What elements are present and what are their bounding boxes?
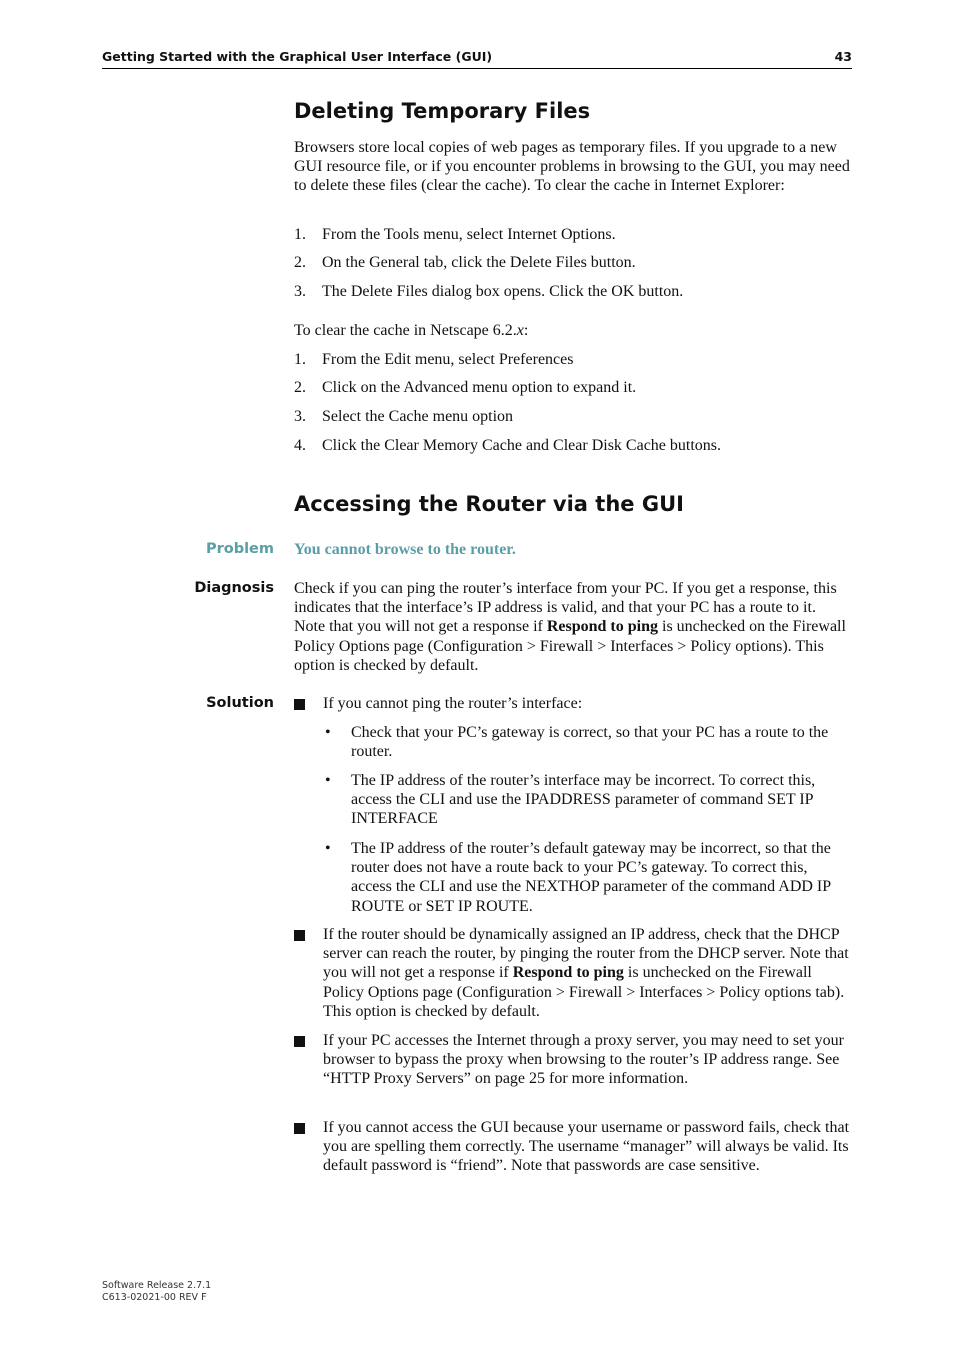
- page-footer: [102, 1280, 211, 1303]
- diagnosis-bold-term: Respond to ping: [546, 618, 658, 636]
- netscape-intro-colon: :: [523, 322, 529, 339]
- solution-item-dhcp: [323, 925, 851, 1021]
- diagnosis-label: Diagnosis: [194, 580, 274, 596]
- list-item-number: 1.: [294, 351, 306, 368]
- bullet-dot-icon: •: [325, 840, 331, 857]
- list-item-text: Click the Clear Memory Cache and Clear Disk Cache buttons.: [322, 437, 722, 454]
- square-bullet-icon: [294, 1123, 305, 1134]
- netscape-intro-paragraph: [294, 321, 850, 340]
- running-header-title: Getting Started with the Graphical User Interface (GUI): [102, 49, 493, 64]
- list-item-number: 3.: [294, 408, 306, 425]
- problem-label: Problem: [205, 541, 274, 557]
- problem-text: You cannot browse to the router.: [294, 541, 516, 558]
- bullet-dot-icon: •: [325, 772, 331, 789]
- running-header: [102, 48, 852, 69]
- solution-item-credentials: If you cannot access the GUI because your username or password fails, check that you are spelling them correctly. The username “manager” will always be valid. Its default password is “friend”. Note that passwords are case sensitive.: [323, 1119, 850, 1175]
- diagnosis-paragraph: [294, 579, 850, 675]
- solution-label: Solution: [206, 695, 274, 711]
- square-bullet-icon: [294, 699, 305, 710]
- netscape-version-variable: x: [516, 322, 524, 339]
- diagnosis-text-b: is unchecked on the Firewall Policy Options page (Configuration > Firewall > Interfaces > Policy options). This option is checked by default.: [294, 618, 846, 674]
- list-item-number: 2.: [294, 379, 306, 396]
- list-item-number: 3.: [294, 283, 306, 300]
- footer-document-code: C613-02021-00 REV F: [102, 1291, 207, 1303]
- solution-dhcp-text-b: is unchecked on the Firewall Policy Options page (Configuration > Firewall > Interfaces > Policy options tab). This option is checked by default.: [323, 964, 845, 1020]
- sub-bullet-default-gateway: The IP address of the router’s default gateway may be incorrect, so that the router does not have a route back to your PC’s gateway. To correct this, access the CLI and use the NEXTHOP parameter of the command ADD IP ROUTE or SET IP ROUTE.: [351, 840, 831, 915]
- sub-bullet-interface-ip: The IP address of the router’s interface may be incorrect. To correct this, access the CLI and use the IPADDRESS parameter of command SET IP INTERFACE: [351, 772, 816, 828]
- page-number: 43: [834, 49, 852, 64]
- square-bullet-icon: [294, 1036, 305, 1047]
- sub-bullet-gateway: Check that your PC’s gateway is correct, so that your PC has a route to the router.: [351, 724, 829, 761]
- solution-item-proxy: If your PC accesses the Internet through a proxy server, you may need to set your browser to bypass the proxy when browsing to the router’s IP address range. See “HTTP Proxy Servers” on page 25 for more information.: [323, 1032, 844, 1088]
- list-item-text: Select the Cache menu option: [322, 408, 514, 425]
- solution-item-ping: If you cannot ping the router’s interface:: [323, 695, 583, 712]
- list-item-text: On the General tab, click the Delete Files button.: [322, 254, 636, 271]
- footer-software-release: Software Release 2.7.1: [102, 1280, 212, 1291]
- list-item-text: Click on the Advanced menu option to expand it.: [322, 379, 637, 396]
- section-heading-deleting-temporary-files: Deleting Temporary Files: [294, 99, 591, 123]
- section-intro-paragraph: Browsers store local copies of web pages as temporary files. If you upgrade to a new GUI resource file, or if you encounter problems in browsing to the GUI, you may need to delete these files (clear the cache). To clear the cache in Internet Explorer:: [294, 139, 850, 195]
- list-item-text: From the Tools menu, select Internet Options.: [322, 226, 616, 243]
- list-item-number: 4.: [294, 437, 306, 454]
- section-heading-accessing-router: Accessing the Router via the GUI: [294, 492, 684, 516]
- list-item-number: 2.: [294, 254, 306, 271]
- netscape-intro-text: To clear the cache in Netscape 6.2.: [294, 322, 517, 339]
- bullet-dot-icon: •: [325, 724, 331, 741]
- solution-dhcp-bold-term: Respond to ping: [512, 964, 624, 982]
- square-bullet-icon: [294, 930, 305, 941]
- solution-dhcp-text-a: If the router should be dynamically assigned an IP address, check that the DHCP server can reach the router, by pinging the router from the DHCP server. Note that you will not get a response if: [323, 926, 849, 982]
- list-item-number: 1.: [294, 226, 306, 243]
- list-item-text: From the Edit menu, select Preferences: [322, 351, 574, 368]
- diagnosis-text-a: Check if you can ping the router’s interface from your PC. If you get a response, this indicates that the interface’s IP address is valid, and that your PC has a route to it. Note that you will not get a response if: [294, 580, 837, 636]
- list-item-text: The Delete Files dialog box opens. Click the OK button.: [322, 283, 684, 300]
